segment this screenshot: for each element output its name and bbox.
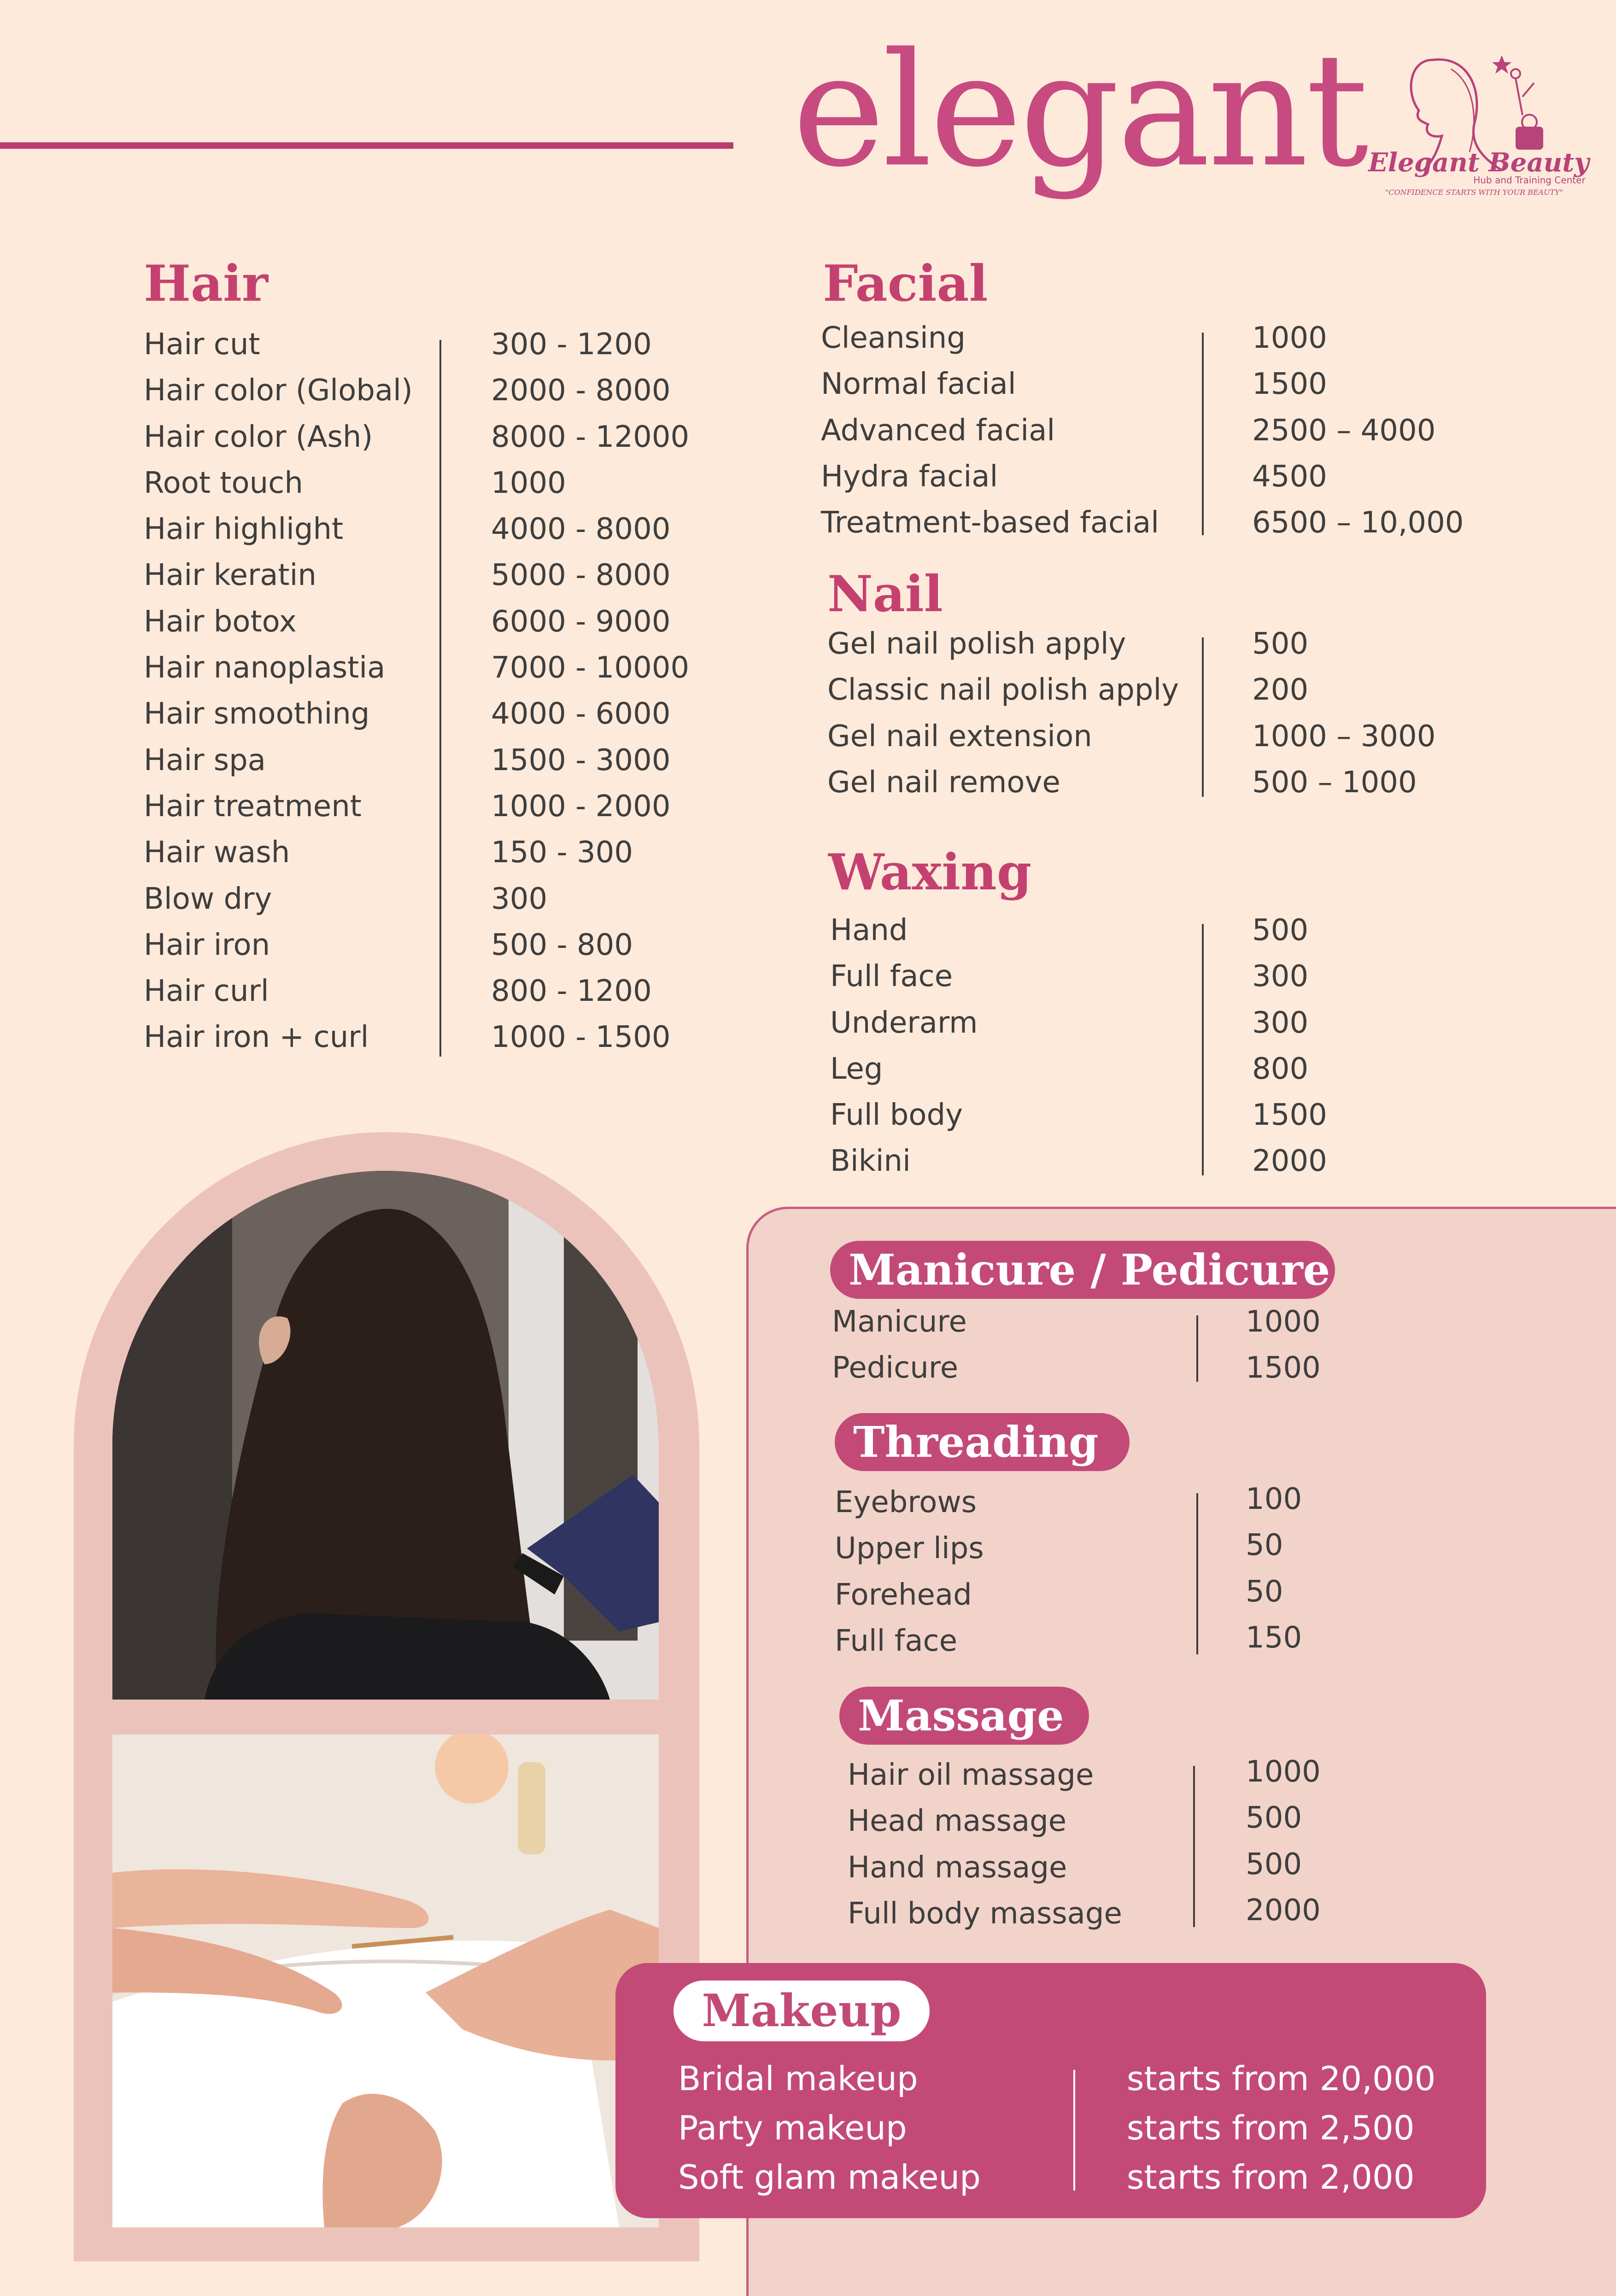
facial-prices: [1252, 315, 1464, 546]
waxing-title: Waxing: [828, 843, 1032, 901]
price-item: 1000 - 1500: [491, 1020, 671, 1055]
price-item: 150: [1246, 1620, 1302, 1655]
list-item: Hydra facial: [821, 459, 998, 494]
price-item: 800 - 1200: [491, 974, 652, 1009]
price-item: 500: [1252, 913, 1309, 947]
list-item: Underarm: [830, 1005, 978, 1040]
list-item: Full face: [830, 959, 953, 994]
price-item: starts from 2,000: [1127, 2158, 1415, 2197]
price-item: 2000 - 8000: [491, 374, 671, 408]
list-item: Cleansing: [821, 321, 966, 355]
price-item: 500: [1252, 627, 1309, 661]
hair-divider: [439, 340, 441, 1057]
price-item: 1500: [1252, 367, 1327, 402]
logo-subtitle: Hub and Training Center: [1473, 175, 1586, 186]
manicure-title: Manicure / Pedicure: [830, 1241, 1335, 1299]
manicure-photo: [112, 1735, 659, 2227]
brand-logo: [1364, 41, 1594, 207]
hair-prices: [491, 321, 689, 1061]
price-item: 500: [1246, 1801, 1302, 1835]
nail-services: [827, 621, 1179, 806]
waxing-divider: [1202, 924, 1204, 1175]
price-item: 800: [1252, 1052, 1309, 1086]
list-item: Gel nail remove: [827, 765, 1060, 800]
list-item: Bridal makeup: [678, 2059, 918, 2098]
threading-divider: [1196, 1493, 1198, 1654]
price-item: 300: [1252, 1005, 1309, 1040]
list-item: Upper lips: [835, 1531, 984, 1566]
price-item: 1500 - 3000: [491, 743, 671, 777]
price-item: 1000: [1246, 1755, 1321, 1789]
price-item: 1500: [1246, 1351, 1321, 1385]
price-item: 6500 – 10,000: [1252, 506, 1464, 540]
list-item: Hair color (Global): [144, 374, 413, 408]
makeup-divider: [1073, 2070, 1075, 2191]
threading-prices: [1246, 1476, 1302, 1661]
list-item: Hair botox: [144, 604, 297, 639]
list-item: Full face: [835, 1624, 958, 1658]
manicure-prices: [1246, 1299, 1321, 1391]
list-item: Hair cut: [144, 327, 260, 362]
logo-tagline: "CONFIDENCE STARTS WITH YOUR BEAUTY": [1385, 188, 1563, 197]
list-item: Classic nail polish apply: [827, 673, 1179, 707]
list-item: Manicure: [832, 1305, 967, 1339]
price-item: 2500 – 4000: [1252, 413, 1436, 448]
price-item: 2000: [1252, 1144, 1327, 1179]
list-item: Pedicure: [832, 1351, 959, 1385]
list-item: Forehead: [835, 1577, 972, 1612]
list-item: Hair iron: [144, 928, 270, 962]
list-item: Hair color (Ash): [144, 420, 373, 454]
list-item: Hand: [830, 913, 908, 947]
facial-divider: [1202, 333, 1204, 535]
price-item: 150 - 300: [491, 835, 633, 870]
price-item: 7000 - 10000: [491, 651, 690, 685]
price-item: 8000 - 12000: [491, 420, 690, 454]
price-item: 500 – 1000: [1252, 765, 1417, 800]
makeup-prices: [1127, 2054, 1435, 2202]
hair-salon-photo: [112, 1171, 659, 1700]
price-item: 5000 - 8000: [491, 558, 671, 593]
logo-name: Elegant Beauty: [1368, 147, 1589, 178]
price-item: 300: [1252, 959, 1309, 994]
list-item: Hair wash: [144, 835, 290, 870]
price-item: 1000: [1246, 1305, 1321, 1339]
list-item: Hand massage: [848, 1850, 1067, 1885]
facial-services: [821, 315, 1159, 546]
list-item: Hair nanoplastia: [144, 651, 386, 685]
price-item: 50: [1246, 1574, 1283, 1609]
waxing-services: [830, 907, 978, 1185]
manicure-services: [832, 1299, 967, 1391]
list-item: Head massage: [848, 1804, 1067, 1839]
hair-services: [144, 321, 413, 1061]
nail-prices: [1252, 621, 1435, 806]
list-item: Gel nail extension: [827, 719, 1092, 754]
price-item: 1000 – 3000: [1252, 719, 1436, 754]
price-item: 500 - 800: [491, 928, 633, 962]
price-item: 2000: [1246, 1893, 1321, 1928]
list-item: Hair treatment: [144, 789, 362, 824]
facial-title: Facial: [823, 255, 988, 313]
price-item: 1500: [1252, 1098, 1327, 1133]
list-item: Full body: [830, 1098, 963, 1133]
waxing-prices: [1252, 907, 1327, 1185]
nail-divider: [1202, 637, 1204, 797]
price-item: 50: [1246, 1528, 1283, 1563]
list-item: Eyebrows: [835, 1485, 977, 1519]
list-item: Full body massage: [848, 1896, 1122, 1931]
price-item: 500: [1246, 1847, 1302, 1881]
threading-services: [835, 1479, 984, 1664]
price-item: 4000 - 6000: [491, 697, 671, 731]
list-item: Root touch: [144, 466, 303, 500]
header-divider: [0, 142, 733, 149]
list-item: Hair iron + curl: [144, 1020, 369, 1055]
manicure-divider: [1196, 1315, 1198, 1382]
massage-title: Massage: [839, 1687, 1089, 1745]
price-item: 200: [1252, 673, 1309, 707]
massage-prices: [1246, 1749, 1321, 1934]
list-item: Bikini: [830, 1144, 911, 1179]
list-item: Party makeup: [678, 2109, 907, 2147]
list-item: Hair keratin: [144, 558, 316, 593]
price-item: starts from 20,000: [1127, 2059, 1436, 2098]
list-item: Hair oil massage: [848, 1758, 1094, 1792]
list-item: Treatment-based facial: [821, 506, 1159, 540]
price-item: 6000 - 9000: [491, 604, 671, 639]
makeup-title: Makeup: [673, 1981, 930, 2041]
massage-divider: [1193, 1766, 1195, 1927]
list-item: Gel nail polish apply: [827, 627, 1126, 661]
list-item: Hair spa: [144, 743, 266, 777]
price-item: 300: [491, 882, 548, 916]
list-item: Leg: [830, 1052, 883, 1086]
price-item: 4500: [1252, 459, 1327, 494]
list-item: Hair smoothing: [144, 697, 370, 731]
list-item: Hair highlight: [144, 512, 344, 547]
nail-title: Nail: [827, 565, 943, 623]
price-item: 1000 - 2000: [491, 789, 671, 824]
massage-services: [848, 1752, 1122, 1937]
makeup-services: [678, 2054, 981, 2202]
list-item: Blow dry: [144, 882, 272, 916]
list-item: Advanced facial: [821, 413, 1055, 448]
price-item: 1000: [1252, 321, 1327, 355]
price-item: 100: [1246, 1482, 1302, 1516]
price-item: 4000 - 8000: [491, 512, 671, 547]
list-item: Hair curl: [144, 974, 269, 1009]
price-item: 300 - 1200: [491, 327, 652, 362]
list-item: Soft glam makeup: [678, 2158, 981, 2197]
brand-wordmark: elegant: [792, 19, 1366, 202]
list-item: Normal facial: [821, 367, 1016, 402]
hair-title: Hair: [144, 255, 268, 313]
price-item: 1000: [491, 466, 566, 500]
threading-title: Threading: [835, 1413, 1130, 1471]
price-item: starts from 2,500: [1127, 2109, 1415, 2147]
